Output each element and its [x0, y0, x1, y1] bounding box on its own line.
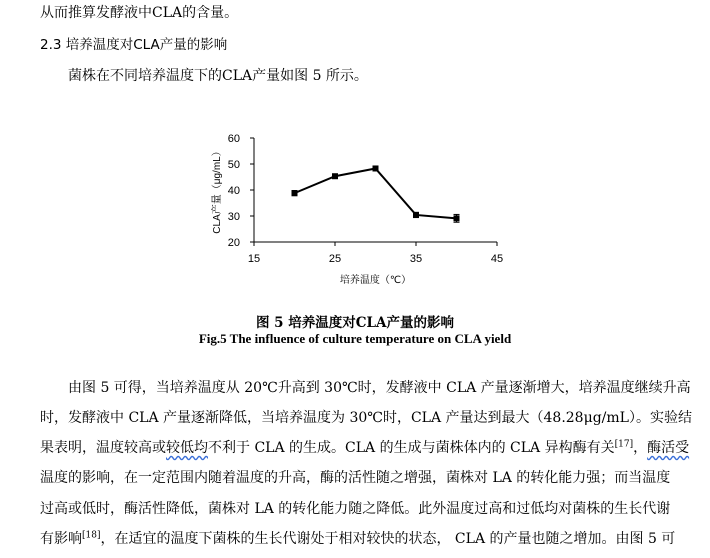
text-span: 果表明，温度较高或 [40, 440, 166, 456]
section-heading: 2.3 培养温度对CLA产量的影响 [40, 37, 228, 53]
x-tick-label: 45 [490, 253, 504, 265]
paragraph-line: 温度的影响，在一定范围内随着温度的升高，酶的活性随之增强，菌株对 LA 的转化能力强；而当温度 [40, 470, 671, 486]
y-tick-label: 40 [227, 185, 240, 197]
text-span: 不利于 CLA 的生成。CLA 的生成与菌株体内的 CLA 异构酶有关 [208, 440, 615, 456]
data-point [292, 190, 298, 196]
figure-caption-en: Fig.5 The influence of culture temperature on CLA yield [198, 331, 512, 346]
y-tick-label: 60 [227, 133, 240, 145]
paragraph-line: 由图 5 可得，当培养温度从 20℃升高到 30℃时，发酵液中 CLA 产量逐渐增大，培养温度继续升高 [68, 380, 691, 396]
paragraph-line [40, 529, 675, 549]
data-point [332, 173, 338, 179]
text-span: 有影响 [40, 531, 82, 547]
text-span: ，在适宜的温度下菌株的生长代谢处于相对较快的状态， CLA 的产量也随之增加。由图 5 可 [100, 531, 676, 547]
data-point [454, 215, 460, 221]
body-text-line: 从而推算发酵液中CLA的含量。 [40, 5, 239, 21]
y-tick-label: 30 [227, 211, 240, 223]
citation-ref[interactable]: [18] [82, 530, 101, 541]
y-axis-label: CLA产量（μg/mL） [212, 146, 223, 234]
intro-text: 菌株在不同培养温度下的CLA产量如图 5 所示。 [68, 68, 368, 84]
y-tick-label: 20 [227, 237, 240, 249]
y-tick-label: 50 [227, 159, 240, 171]
chart-series [292, 165, 460, 222]
data-point [373, 165, 379, 171]
citation-ref[interactable]: [17] [614, 439, 634, 450]
text-span: 酶活受 [647, 440, 690, 456]
x-axis-label: 培养温度（℃） [339, 275, 412, 286]
x-tick-label: 15 [247, 253, 261, 265]
paragraph-line [40, 438, 689, 458]
text-span: ， [633, 440, 648, 456]
x-tick-label: 25 [328, 253, 342, 265]
paragraph-line: 时，发酵液中 CLA 产量逐渐降低，当培养温度为 30℃时，CLA 产量达到最大（48.28μg/mL）。实验结 [40, 410, 692, 426]
text-span: 较低均 [166, 440, 208, 456]
data-point [413, 212, 419, 218]
x-tick-label: 35 [409, 253, 423, 265]
paragraph-line: 过高或低时，酶活性降低，菌株对 LA 的转化能力随之降低。此外温度过高和过低均对菌株的生长代谢 [40, 501, 671, 517]
figure-caption-cn: 图 5 培养温度对CLA产量的影响 [255, 315, 454, 331]
chart-axes [250, 138, 497, 246]
series-line [295, 168, 457, 218]
